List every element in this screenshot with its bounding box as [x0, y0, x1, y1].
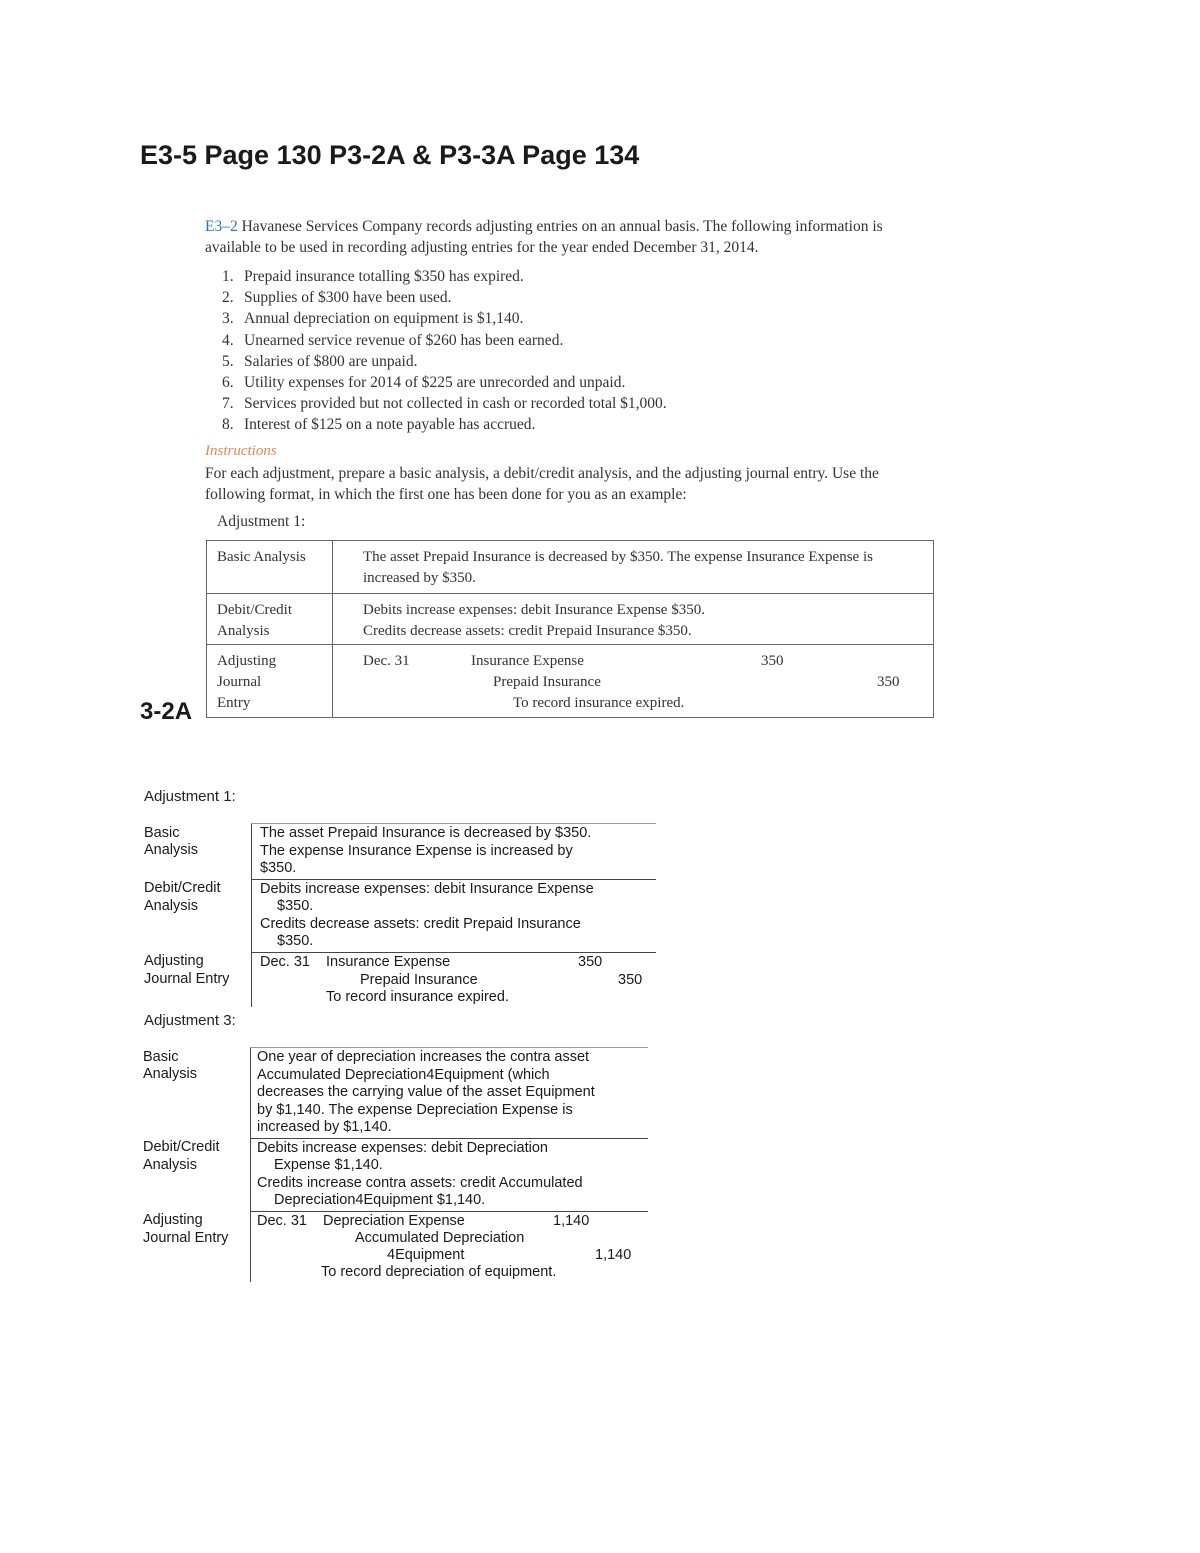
adj3-credit-amount: 1,140 [595, 1246, 632, 1263]
adjustment-3-label: Adjustment 3: [144, 1012, 236, 1029]
adj1-basic-line-3: $350. [260, 860, 297, 876]
example-aje-label-3: Entry [217, 695, 251, 711]
example-credit-amount: 350 [877, 674, 900, 690]
example-dc-row [207, 594, 934, 645]
adjustment-item [222, 287, 667, 308]
adj1-basic-line-2: The expense Insurance Expense is increased by [260, 842, 573, 859]
adj3-aje-row [143, 1211, 648, 1282]
adjustment-item [222, 330, 667, 351]
adj3-basic-row [143, 1048, 648, 1139]
adjustment-item-text: Prepaid insurance totalling $350 has expired. [244, 268, 524, 285]
adjustment-item [222, 266, 667, 287]
adjustment-item [222, 414, 667, 435]
example-aje-body [333, 645, 934, 718]
adj1-explanation: To record insurance expired. [326, 988, 509, 1005]
adj3-aje-body [251, 1211, 649, 1282]
example-aje-label-2: Journal [217, 674, 262, 690]
problem-intro [205, 216, 940, 258]
adj3-basic-label-1: Basic [143, 1048, 179, 1065]
adj3-debit-amount: 1,140 [553, 1212, 590, 1229]
adj1-aje-row [144, 952, 656, 1007]
adj3-dc-line-4: Depreciation4Equipment $1,140. [274, 1192, 486, 1208]
example-dc-label-1: Debit/Credit [217, 602, 292, 618]
adjustment-items-list [222, 266, 667, 436]
adjustment-item-text: Unearned service revenue of $260 has been earned. [244, 331, 564, 349]
adj3-dc-row [143, 1138, 648, 1211]
adj3-basic-label-2: Analysis [143, 1066, 197, 1082]
adj3-aje-label [143, 1211, 251, 1282]
adj1-aje-label [144, 952, 252, 1007]
adjustment-item-text: Interest of $125 on a note payable has accrued. [244, 416, 536, 434]
adjustment-item-text: Utility expenses for 2014 of $225 are unrecorded and unpaid. [244, 374, 626, 392]
instructions-heading: Instructions [205, 443, 277, 459]
problem-code: E3–2 [205, 218, 238, 235]
adj1-credit-account: Prepaid Insurance [360, 971, 478, 988]
example-adjustment-table [206, 540, 934, 718]
adj3-explanation: To record depreciation of equipment. [321, 1263, 557, 1280]
example-dc-line-2: Credits decrease assets: credit Prepaid Insurance $350. [363, 623, 692, 639]
example-credit-account: Prepaid Insurance [493, 674, 601, 690]
instructions-text: For each adjustment, prepare a basic analysis, a debit/credit analysis, and the adjusting journal entry. Use the following format, in which the first one has been done for you as an example: [205, 465, 879, 503]
example-adjustment-label: Adjustment 1: [217, 513, 306, 530]
adj1-basic-text [252, 824, 657, 880]
example-debit-account: Insurance Expense [471, 653, 584, 669]
adjustment-item [222, 372, 667, 393]
adj1-dc-label [144, 879, 252, 952]
adj1-dc-label-1: Debit/Credit [144, 880, 221, 896]
adjustment-item-number: 3. [222, 310, 234, 328]
adj3-basic-text [251, 1048, 649, 1139]
adj1-basic-label-2: Analysis [144, 842, 198, 858]
adj3-dc-label [143, 1138, 251, 1211]
section-label-3-2a: 3-2A [140, 698, 193, 725]
adj1-basic-row [144, 824, 656, 880]
adjustment-item-number: 7. [222, 395, 234, 413]
adjustment-item-number: 2. [222, 289, 234, 307]
example-dc-label-2: Analysis [217, 623, 270, 639]
adj3-basic-label [143, 1048, 251, 1139]
adj3-aje-label-2: Journal Entry [143, 1229, 229, 1246]
adj1-aje-label-2: Journal Entry [144, 970, 230, 987]
adj1-basic-label-1: Basic [144, 824, 180, 841]
adjustment-item-number: 5. [222, 352, 234, 370]
adjustment-item-number: 4. [222, 331, 234, 349]
adj3-dc-label-2: Analysis [143, 1156, 197, 1173]
adj1-dc-text [252, 879, 657, 952]
adj1-aje-body [252, 952, 657, 1007]
adj1-basic-line-1: The asset Prepaid Insurance is decreased by $350. [260, 825, 592, 841]
page-title: E3-5 Page 130 P3-2A & P3-3A Page 134 [140, 140, 640, 170]
adj1-dc-label-2: Analysis [144, 897, 198, 914]
adj3-basic-line-2: Accumulated Depreciation4Equipment (which [257, 1066, 550, 1083]
example-basic-text: The asset Prepaid Insurance is decreased by $350. The expense Insurance Expense is increased by $350. [333, 541, 934, 594]
example-dc-text [333, 594, 934, 645]
adj3-dc-line-3: Credits increase contra assets: credit Accumulated [257, 1174, 583, 1191]
example-basic-row [207, 541, 934, 594]
adjustment-item [222, 308, 667, 329]
adj3-credit-account-2: 4Equipment [387, 1246, 465, 1263]
example-aje-row [207, 645, 934, 718]
adj3-dc-line-2: Expense $1,140. [274, 1157, 383, 1173]
adj3-debit-account: Depreciation Expense [323, 1212, 465, 1229]
example-aje-label-1: Adjusting [217, 653, 277, 669]
adj3-aje-label-1: Adjusting [143, 1212, 203, 1228]
adj1-debit-amount: 350 [578, 953, 603, 970]
example-dc-line-1: Debits increase expenses: debit Insurance Expense $350. [363, 602, 705, 618]
adjustment-item-number: 8. [222, 416, 234, 434]
example-basic-label: Basic Analysis [207, 541, 333, 594]
adj3-basic-line-1: One year of depreciation increases the contra asset [257, 1049, 590, 1065]
adj1-basic-label [144, 824, 252, 880]
adjustment-item-number: 6. [222, 374, 234, 392]
adjustment-1-table [144, 823, 656, 1007]
example-aje-label [207, 645, 333, 718]
adjustment-item-number: 1. [222, 268, 234, 285]
example-explanation: To record insurance expired. [513, 695, 685, 711]
adjustment-item [222, 393, 667, 414]
adj3-dc-line-1: Debits increase expenses: debit Depreciation [257, 1139, 548, 1156]
adj1-aje-label-1: Adjusting [144, 953, 204, 969]
adj3-dc-label-1: Debit/Credit [143, 1139, 220, 1155]
adj1-dc-row [144, 879, 656, 952]
adj3-date: Dec. 31 [257, 1212, 307, 1229]
example-dc-label [207, 594, 333, 645]
adjustment-item [222, 351, 667, 372]
adjustment-item-text: Annual depreciation on equipment is $1,140. [244, 310, 524, 328]
adj3-credit-account-1: Accumulated Depreciation [355, 1229, 525, 1246]
adj1-dc-line-1: Debits increase expenses: debit Insurance Expense [260, 880, 594, 897]
example-date: Dec. 31 [363, 653, 410, 669]
adj1-dc-line-2: $350. [277, 898, 314, 914]
adj3-basic-line-3: decreases the carrying value of the asset Equipment [257, 1084, 595, 1100]
adj3-basic-line-4: by $1,140. The expense Depreciation Expense is [257, 1101, 573, 1118]
adjustment-item-text: Salaries of $800 are unpaid. [244, 352, 418, 370]
adj1-debit-account: Insurance Expense [326, 953, 451, 970]
adj1-credit-amount: 350 [618, 971, 643, 988]
adj1-dc-line-3: Credits decrease assets: credit Prepaid Insurance [260, 915, 581, 932]
adj3-basic-line-5: increased by $1,140. [257, 1119, 392, 1135]
adj1-dc-line-4: $350. [277, 933, 314, 949]
adj3-dc-text [251, 1138, 649, 1211]
example-debit-amount: 350 [761, 653, 784, 669]
adjustment-item-text: Supplies of $300 have been used. [244, 289, 452, 307]
adj1-date: Dec. 31 [260, 953, 310, 970]
adjustment-item-text: Services provided but not collected in cash or recorded total $1,000. [244, 395, 667, 413]
adjustment-3-table [143, 1047, 648, 1282]
problem-intro-text: Havanese Services Company records adjusting entries on an annual basis. The following information is available to be used in recording adjusting entries for the year ended December 31, 2014. [205, 218, 883, 256]
adjustment-1-label: Adjustment 1: [144, 788, 236, 805]
